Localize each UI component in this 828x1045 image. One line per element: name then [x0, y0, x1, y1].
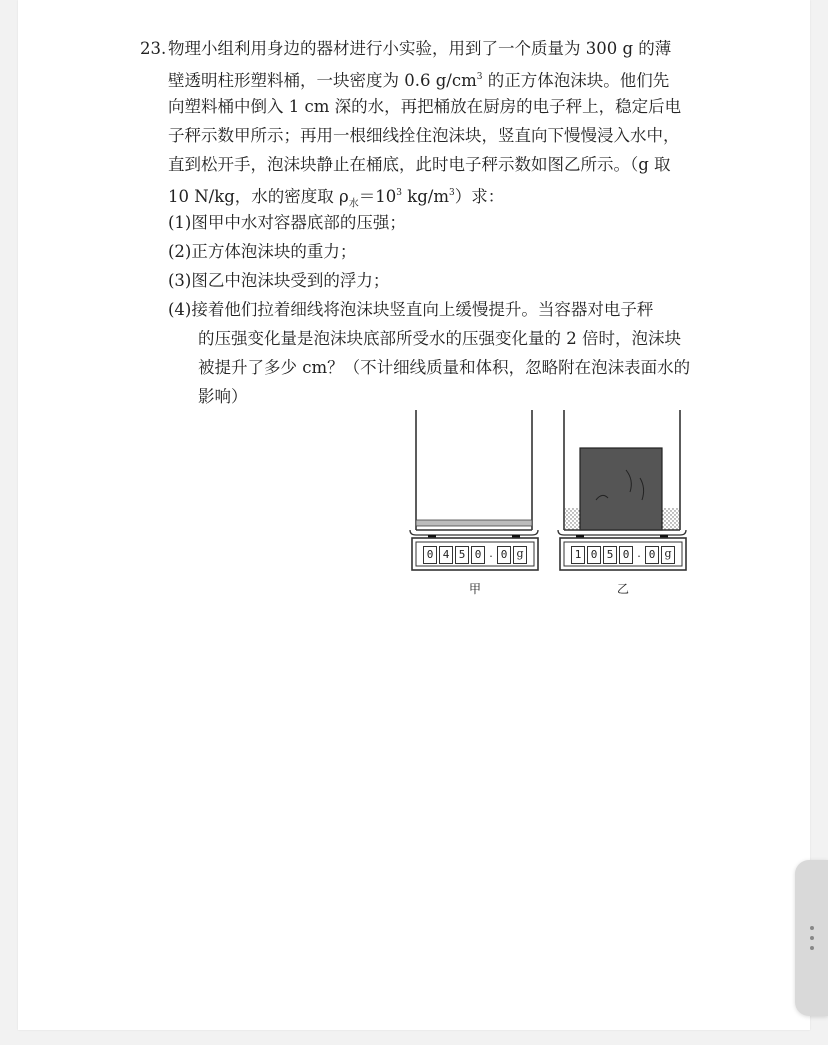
figure-jia [408, 408, 543, 596]
power-superscript-2: 3 [449, 188, 455, 198]
problem-line-1: 物理小组利用身边的器材进行小实验，用到了一个质量为 300 g 的薄 [168, 39, 672, 58]
question-number: 23. [140, 39, 167, 58]
more-dots-icon[interactable] [810, 926, 814, 930]
problem-line-6-text: 10 N/kg，水的密度取 ρ [168, 187, 349, 206]
scale-display-jia [423, 546, 527, 564]
more-dots-icon[interactable] [810, 936, 814, 940]
sub-question-4-line-2: 的压强变化量是泡沫块底部所受水的压强变化量的 2 倍时，泡沫块 [198, 329, 681, 348]
unit: g [661, 546, 675, 564]
digit: 5 [455, 546, 469, 564]
density-eq: ＝10 [358, 187, 397, 206]
digit: 0 [423, 546, 437, 564]
problem-line-2-tail: 的正方体泡沫块。他们先 [482, 71, 670, 90]
sub-question-4-line-3: 被提升了多少 cm？（不计细线质量和体积，忽略附在泡沫表面水的 [198, 358, 691, 377]
cm3-superscript: 3 [476, 72, 483, 82]
digit: 0 [619, 546, 633, 564]
rho-subscript: 水 [348, 198, 359, 210]
digit: 4 [439, 546, 453, 564]
problem-line-2 [168, 63, 669, 95]
digit: 0 [497, 546, 511, 564]
sub-question-4: (4)接着他们拉着细线将泡沫块竖直向上缓慢提升。当容器对电子秤 [168, 300, 654, 319]
sub-question-3: (3)图乙中泡沫块受到的浮力； [168, 271, 390, 290]
digit: 0 [587, 546, 601, 564]
unit: g [513, 546, 527, 564]
problem-line-6-tail: ）求： [454, 187, 505, 206]
more-dots-icon[interactable] [810, 946, 814, 950]
digit: 0 [645, 546, 659, 564]
sub-question-4-line-4: 影响） [198, 387, 248, 406]
sub-question-2: (2)正方体泡沫块的重力； [168, 242, 357, 261]
digit: 0 [471, 546, 485, 564]
scale-display-yi [571, 546, 675, 564]
problem-line-4: 子秤示数甲所示；再用一根细线拴住泡沫块，竖直向下慢慢浸入水中， [168, 126, 680, 145]
figure-yi-label: 乙 [617, 582, 630, 596]
problem-line-2-text: 壁透明柱形塑料桶，一块密度为 0.6 g/cm [168, 71, 477, 90]
density-unit: kg/m [401, 187, 449, 206]
problem-line-3: 向塑料桶中倒入 1 cm 深的水，再把桶放在厨房的电子秤上，稳定后电 [168, 97, 682, 116]
digit: 1 [571, 546, 585, 564]
decimal-point: . [489, 547, 493, 560]
problem-line-5: 直到松开手，泡沫块静止在桶底，此时电子秤示数如图乙所示。（g 取 [168, 155, 671, 174]
figure-jia-label: 甲 [469, 582, 482, 596]
digit: 5 [603, 546, 617, 564]
power-superscript-1: 3 [396, 188, 402, 198]
decimal-point: . [637, 547, 641, 560]
sub-question-1: (1)图甲中水对容器底部的压强； [168, 213, 406, 232]
figure-yi [556, 408, 691, 596]
